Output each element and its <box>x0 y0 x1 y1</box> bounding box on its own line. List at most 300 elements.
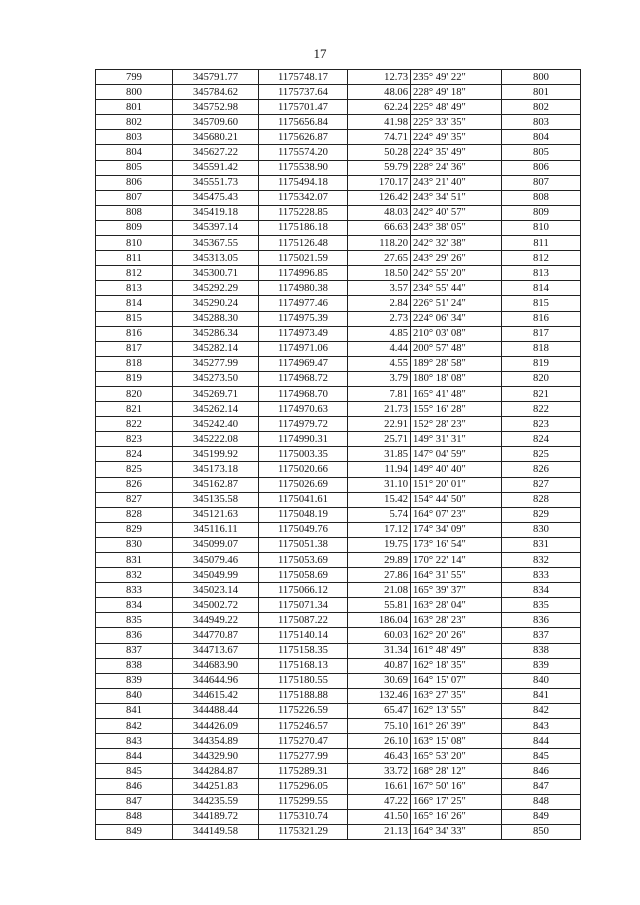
y-coordinate-cell: 1174990.31 <box>259 432 348 447</box>
next-point-cell: 824 <box>502 432 581 447</box>
bearing-cell: 243° 29' 26" <box>411 251 502 266</box>
table-row <box>96 703 581 718</box>
bearing-cell: 163° 28' 04" <box>411 598 502 613</box>
y-coordinate-cell: 1175168.13 <box>259 658 348 673</box>
point-number-cell: 843 <box>96 734 173 749</box>
table-row <box>96 749 581 764</box>
next-point-cell: 846 <box>502 764 581 779</box>
table-row <box>96 492 581 507</box>
table-row <box>96 85 581 100</box>
x-coordinate-cell: 345627.22 <box>173 145 259 160</box>
bearing-cell: 161° 26' 39" <box>411 719 502 734</box>
point-number-cell: 811 <box>96 251 173 266</box>
distance-cell: 65.47 <box>348 703 411 718</box>
point-number-cell: 830 <box>96 537 173 552</box>
next-point-cell: 829 <box>502 507 581 522</box>
y-coordinate-cell: 1174996.85 <box>259 266 348 281</box>
table-row <box>96 145 581 160</box>
table-row <box>96 779 581 794</box>
table-row <box>96 70 581 85</box>
table-row <box>96 326 581 341</box>
next-point-cell: 838 <box>502 643 581 658</box>
bearing-cell: 228° 49' 18" <box>411 85 502 100</box>
distance-cell: 12.73 <box>348 70 411 85</box>
table-row <box>96 175 581 190</box>
table-row <box>96 809 581 824</box>
next-point-cell: 825 <box>502 447 581 462</box>
distance-cell: 27.86 <box>348 568 411 583</box>
point-number-cell: 801 <box>96 100 173 115</box>
table-row <box>96 462 581 477</box>
y-coordinate-cell: 1175140.14 <box>259 628 348 643</box>
x-coordinate-cell: 345680.21 <box>173 130 259 145</box>
table-row <box>96 266 581 281</box>
next-point-cell: 813 <box>502 266 581 281</box>
next-point-cell: 815 <box>502 296 581 311</box>
x-coordinate-cell: 345079.46 <box>173 553 259 568</box>
distance-cell: 75.10 <box>348 719 411 734</box>
bearing-cell: 225° 48' 49" <box>411 100 502 115</box>
next-point-cell: 833 <box>502 568 581 583</box>
x-coordinate-cell: 345002.72 <box>173 598 259 613</box>
bearing-cell: 243° 21' 40" <box>411 175 502 190</box>
x-coordinate-cell: 345199.92 <box>173 447 259 462</box>
next-point-cell: 806 <box>502 160 581 175</box>
table-row <box>96 688 581 703</box>
bearing-cell: 168° 28' 12" <box>411 764 502 779</box>
distance-cell: 60.03 <box>348 628 411 643</box>
bearing-cell: 165° 53' 20" <box>411 749 502 764</box>
next-point-cell: 820 <box>502 371 581 386</box>
next-point-cell: 814 <box>502 281 581 296</box>
x-coordinate-cell: 344354.89 <box>173 734 259 749</box>
y-coordinate-cell: 1174969.47 <box>259 356 348 371</box>
next-point-cell: 811 <box>502 236 581 251</box>
distance-cell: 30.69 <box>348 673 411 688</box>
point-number-cell: 819 <box>96 371 173 386</box>
x-coordinate-cell: 345367.55 <box>173 236 259 251</box>
distance-cell: 66.63 <box>348 220 411 235</box>
bearing-cell: 164° 15' 07" <box>411 673 502 688</box>
point-number-cell: 805 <box>96 160 173 175</box>
table-row <box>96 794 581 809</box>
table-row <box>96 734 581 749</box>
bearing-cell: 225° 33' 35" <box>411 115 502 130</box>
table-row <box>96 251 581 266</box>
x-coordinate-cell: 344488.44 <box>173 703 259 718</box>
x-coordinate-cell: 345282.14 <box>173 341 259 356</box>
y-coordinate-cell: 1175026.69 <box>259 477 348 492</box>
bearing-cell: 155° 16' 28" <box>411 402 502 417</box>
coordinates-table-body <box>96 70 581 840</box>
point-number-cell: 840 <box>96 688 173 703</box>
y-coordinate-cell: 1175342.07 <box>259 190 348 205</box>
distance-cell: 16.61 <box>348 779 411 794</box>
point-number-cell: 831 <box>96 553 173 568</box>
next-point-cell: 812 <box>502 251 581 266</box>
y-coordinate-cell: 1175228.85 <box>259 205 348 220</box>
y-coordinate-cell: 1175066.12 <box>259 583 348 598</box>
y-coordinate-cell: 1174975.39 <box>259 311 348 326</box>
table-row <box>96 402 581 417</box>
table-row <box>96 658 581 673</box>
x-coordinate-cell: 345300.71 <box>173 266 259 281</box>
point-number-cell: 812 <box>96 266 173 281</box>
next-point-cell: 804 <box>502 130 581 145</box>
distance-cell: 31.85 <box>348 447 411 462</box>
x-coordinate-cell: 345135.58 <box>173 492 259 507</box>
table-row <box>96 628 581 643</box>
bearing-cell: 189° 28' 58" <box>411 356 502 371</box>
y-coordinate-cell: 1175003.35 <box>259 447 348 462</box>
x-coordinate-cell: 345023.14 <box>173 583 259 598</box>
x-coordinate-cell: 344284.87 <box>173 764 259 779</box>
distance-cell: 48.06 <box>348 85 411 100</box>
distance-cell: 19.75 <box>348 537 411 552</box>
point-number-cell: 845 <box>96 764 173 779</box>
page-number: 17 <box>313 46 327 61</box>
next-point-cell: 805 <box>502 145 581 160</box>
table-row <box>96 371 581 386</box>
y-coordinate-cell: 1175574.20 <box>259 145 348 160</box>
y-coordinate-cell: 1175299.55 <box>259 794 348 809</box>
point-number-cell: 813 <box>96 281 173 296</box>
bearing-cell: 200° 57' 48" <box>411 341 502 356</box>
next-point-cell: 832 <box>502 553 581 568</box>
distance-cell: 31.34 <box>348 643 411 658</box>
x-coordinate-cell: 344713.67 <box>173 643 259 658</box>
x-coordinate-cell: 345277.99 <box>173 356 259 371</box>
point-number-cell: 799 <box>96 70 173 85</box>
bearing-cell: 162° 20' 26" <box>411 628 502 643</box>
table-row <box>96 220 581 235</box>
y-coordinate-cell: 1175048.19 <box>259 507 348 522</box>
point-number-cell: 839 <box>96 673 173 688</box>
point-number-cell: 838 <box>96 658 173 673</box>
table-row <box>96 537 581 552</box>
next-point-cell: 842 <box>502 703 581 718</box>
next-point-cell: 847 <box>502 779 581 794</box>
next-point-cell: 822 <box>502 402 581 417</box>
x-coordinate-cell: 345551.73 <box>173 175 259 190</box>
y-coordinate-cell: 1175186.18 <box>259 220 348 235</box>
distance-cell: 132.46 <box>348 688 411 703</box>
point-number-cell: 849 <box>96 824 173 839</box>
point-number-cell: 807 <box>96 190 173 205</box>
y-coordinate-cell: 1175226.59 <box>259 703 348 718</box>
next-point-cell: 848 <box>502 794 581 809</box>
point-number-cell: 836 <box>96 628 173 643</box>
bearing-cell: 228° 24' 36" <box>411 160 502 175</box>
table-row <box>96 160 581 175</box>
next-point-cell: 845 <box>502 749 581 764</box>
next-point-cell: 826 <box>502 462 581 477</box>
distance-cell: 74.71 <box>348 130 411 145</box>
distance-cell: 29.89 <box>348 553 411 568</box>
bearing-cell: 164° 07' 23" <box>411 507 502 522</box>
bearing-cell: 234° 55' 44" <box>411 281 502 296</box>
y-coordinate-cell: 1175180.55 <box>259 673 348 688</box>
table-row <box>96 432 581 447</box>
distance-cell: 4.55 <box>348 356 411 371</box>
table-row <box>96 447 581 462</box>
table-row <box>96 613 581 628</box>
bearing-cell: 167° 50' 16" <box>411 779 502 794</box>
bearing-cell: 224° 49' 35" <box>411 130 502 145</box>
next-point-cell: 843 <box>502 719 581 734</box>
x-coordinate-cell: 344644.96 <box>173 673 259 688</box>
distance-cell: 21.13 <box>348 824 411 839</box>
point-number-cell: 844 <box>96 749 173 764</box>
point-number-cell: 804 <box>96 145 173 160</box>
y-coordinate-cell: 1175270.47 <box>259 734 348 749</box>
x-coordinate-cell: 345292.29 <box>173 281 259 296</box>
table-row <box>96 115 581 130</box>
y-coordinate-cell: 1175538.90 <box>259 160 348 175</box>
next-point-cell: 837 <box>502 628 581 643</box>
point-number-cell: 817 <box>96 341 173 356</box>
bearing-cell: 165° 41' 48" <box>411 386 502 401</box>
table-row <box>96 205 581 220</box>
table-row <box>96 311 581 326</box>
x-coordinate-cell: 345173.18 <box>173 462 259 477</box>
x-coordinate-cell: 345269.71 <box>173 386 259 401</box>
point-number-cell: 821 <box>96 402 173 417</box>
distance-cell: 11.94 <box>348 462 411 477</box>
x-coordinate-cell: 345288.30 <box>173 311 259 326</box>
table-row <box>96 764 581 779</box>
bearing-cell: 243° 34' 51" <box>411 190 502 205</box>
distance-cell: 22.91 <box>348 417 411 432</box>
table-row <box>96 296 581 311</box>
x-coordinate-cell: 345162.87 <box>173 477 259 492</box>
next-point-cell: 841 <box>502 688 581 703</box>
distance-cell: 3.57 <box>348 281 411 296</box>
y-coordinate-cell: 1175701.47 <box>259 100 348 115</box>
coordinates-table <box>95 69 581 840</box>
y-coordinate-cell: 1174977.46 <box>259 296 348 311</box>
next-point-cell: 801 <box>502 85 581 100</box>
next-point-cell: 817 <box>502 326 581 341</box>
distance-cell: 55.81 <box>348 598 411 613</box>
y-coordinate-cell: 1175494.18 <box>259 175 348 190</box>
table-row <box>96 522 581 537</box>
point-number-cell: 835 <box>96 613 173 628</box>
bearing-cell: 170° 22' 14" <box>411 553 502 568</box>
next-point-cell: 809 <box>502 205 581 220</box>
x-coordinate-cell: 345242.40 <box>173 417 259 432</box>
next-point-cell: 803 <box>502 115 581 130</box>
x-coordinate-cell: 345419.18 <box>173 205 259 220</box>
y-coordinate-cell: 1174968.70 <box>259 386 348 401</box>
point-number-cell: 810 <box>96 236 173 251</box>
next-point-cell: 840 <box>502 673 581 688</box>
x-coordinate-cell: 345262.14 <box>173 402 259 417</box>
bearing-cell: 174° 34' 09" <box>411 522 502 537</box>
point-number-cell: 842 <box>96 719 173 734</box>
y-coordinate-cell: 1175041.61 <box>259 492 348 507</box>
distance-cell: 47.22 <box>348 794 411 809</box>
distance-cell: 41.50 <box>348 809 411 824</box>
x-coordinate-cell: 344329.90 <box>173 749 259 764</box>
distance-cell: 126.42 <box>348 190 411 205</box>
point-number-cell: 847 <box>96 794 173 809</box>
bearing-cell: 151° 20' 01" <box>411 477 502 492</box>
bearing-cell: 235° 49' 22" <box>411 70 502 85</box>
distance-cell: 118.20 <box>348 236 411 251</box>
table-row <box>96 568 581 583</box>
point-number-cell: 837 <box>96 643 173 658</box>
y-coordinate-cell: 1174973.49 <box>259 326 348 341</box>
point-number-cell: 820 <box>96 386 173 401</box>
bearing-cell: 163° 28' 23" <box>411 613 502 628</box>
distance-cell: 186.04 <box>348 613 411 628</box>
distance-cell: 2.84 <box>348 296 411 311</box>
table-row <box>96 719 581 734</box>
table-row <box>96 130 581 145</box>
x-coordinate-cell: 345709.60 <box>173 115 259 130</box>
table-row <box>96 553 581 568</box>
point-number-cell: 833 <box>96 583 173 598</box>
x-coordinate-cell: 345791.77 <box>173 70 259 85</box>
x-coordinate-cell: 345222.08 <box>173 432 259 447</box>
next-point-cell: 821 <box>502 386 581 401</box>
bearing-cell: 161° 48' 49" <box>411 643 502 658</box>
x-coordinate-cell: 344149.58 <box>173 824 259 839</box>
bearing-cell: 163° 27' 35" <box>411 688 502 703</box>
distance-cell: 41.98 <box>348 115 411 130</box>
bearing-cell: 162° 18' 35" <box>411 658 502 673</box>
bearing-cell: 210° 03' 08" <box>411 326 502 341</box>
y-coordinate-cell: 1175049.76 <box>259 522 348 537</box>
point-number-cell: 818 <box>96 356 173 371</box>
y-coordinate-cell: 1174968.72 <box>259 371 348 386</box>
x-coordinate-cell: 345290.24 <box>173 296 259 311</box>
y-coordinate-cell: 1175626.87 <box>259 130 348 145</box>
y-coordinate-cell: 1175246.57 <box>259 719 348 734</box>
next-point-cell: 850 <box>502 824 581 839</box>
table-row <box>96 643 581 658</box>
x-coordinate-cell: 344426.09 <box>173 719 259 734</box>
distance-cell: 33.72 <box>348 764 411 779</box>
next-point-cell: 816 <box>502 311 581 326</box>
next-point-cell: 808 <box>502 190 581 205</box>
table-row <box>96 417 581 432</box>
point-number-cell: 846 <box>96 779 173 794</box>
distance-cell: 46.43 <box>348 749 411 764</box>
next-point-cell: 830 <box>502 522 581 537</box>
point-number-cell: 806 <box>96 175 173 190</box>
y-coordinate-cell: 1174980.38 <box>259 281 348 296</box>
x-coordinate-cell: 345121.63 <box>173 507 259 522</box>
y-coordinate-cell: 1174970.63 <box>259 402 348 417</box>
x-coordinate-cell: 344251.83 <box>173 779 259 794</box>
point-number-cell: 826 <box>96 477 173 492</box>
y-coordinate-cell: 1175051.38 <box>259 537 348 552</box>
bearing-cell: 243° 38' 05" <box>411 220 502 235</box>
distance-cell: 170.17 <box>348 175 411 190</box>
point-number-cell: 834 <box>96 598 173 613</box>
y-coordinate-cell: 1175188.88 <box>259 688 348 703</box>
x-coordinate-cell: 344949.22 <box>173 613 259 628</box>
y-coordinate-cell: 1175321.29 <box>259 824 348 839</box>
distance-cell: 59.79 <box>348 160 411 175</box>
x-coordinate-cell: 345049.99 <box>173 568 259 583</box>
bearing-cell: 164° 34' 33" <box>411 824 502 839</box>
next-point-cell: 810 <box>502 220 581 235</box>
y-coordinate-cell: 1175158.35 <box>259 643 348 658</box>
bearing-cell: 166° 17' 25" <box>411 794 502 809</box>
x-coordinate-cell: 345397.14 <box>173 220 259 235</box>
x-coordinate-cell: 344235.59 <box>173 794 259 809</box>
y-coordinate-cell: 1175020.66 <box>259 462 348 477</box>
point-number-cell: 828 <box>96 507 173 522</box>
y-coordinate-cell: 1174979.72 <box>259 417 348 432</box>
point-number-cell: 802 <box>96 115 173 130</box>
table-row <box>96 190 581 205</box>
y-coordinate-cell: 1175277.99 <box>259 749 348 764</box>
next-point-cell: 807 <box>502 175 581 190</box>
bearing-cell: 224° 06' 34" <box>411 311 502 326</box>
distance-cell: 5.74 <box>348 507 411 522</box>
next-point-cell: 827 <box>502 477 581 492</box>
distance-cell: 4.44 <box>348 341 411 356</box>
next-point-cell: 839 <box>502 658 581 673</box>
table-row <box>96 356 581 371</box>
distance-cell: 48.03 <box>348 205 411 220</box>
point-number-cell: 832 <box>96 568 173 583</box>
point-number-cell: 815 <box>96 311 173 326</box>
table-row <box>96 281 581 296</box>
x-coordinate-cell: 344615.42 <box>173 688 259 703</box>
next-point-cell: 802 <box>502 100 581 115</box>
x-coordinate-cell: 344189.72 <box>173 809 259 824</box>
bearing-cell: 180° 18' 08" <box>411 371 502 386</box>
next-point-cell: 823 <box>502 417 581 432</box>
bearing-cell: 154° 44' 50" <box>411 492 502 507</box>
x-coordinate-cell: 344683.90 <box>173 658 259 673</box>
distance-cell: 7.81 <box>348 386 411 401</box>
table-row <box>96 673 581 688</box>
x-coordinate-cell: 345313.05 <box>173 251 259 266</box>
y-coordinate-cell: 1175296.05 <box>259 779 348 794</box>
table-row <box>96 386 581 401</box>
bearing-cell: 163° 15' 08" <box>411 734 502 749</box>
y-coordinate-cell: 1174971.06 <box>259 341 348 356</box>
y-coordinate-cell: 1175058.69 <box>259 568 348 583</box>
x-coordinate-cell: 345099.07 <box>173 537 259 552</box>
y-coordinate-cell: 1175087.22 <box>259 613 348 628</box>
y-coordinate-cell: 1175053.69 <box>259 553 348 568</box>
distance-cell: 21.08 <box>348 583 411 598</box>
point-number-cell: 829 <box>96 522 173 537</box>
distance-cell: 4.85 <box>348 326 411 341</box>
next-point-cell: 834 <box>502 583 581 598</box>
bearing-cell: 226° 51' 24" <box>411 296 502 311</box>
bearing-cell: 224° 35' 49" <box>411 145 502 160</box>
distance-cell: 18.50 <box>348 266 411 281</box>
next-point-cell: 831 <box>502 537 581 552</box>
next-point-cell: 818 <box>502 341 581 356</box>
distance-cell: 21.73 <box>348 402 411 417</box>
x-coordinate-cell: 344770.87 <box>173 628 259 643</box>
table-row <box>96 598 581 613</box>
next-point-cell: 849 <box>502 809 581 824</box>
distance-cell: 17.12 <box>348 522 411 537</box>
table-row <box>96 100 581 115</box>
y-coordinate-cell: 1175737.64 <box>259 85 348 100</box>
table-row <box>96 824 581 839</box>
